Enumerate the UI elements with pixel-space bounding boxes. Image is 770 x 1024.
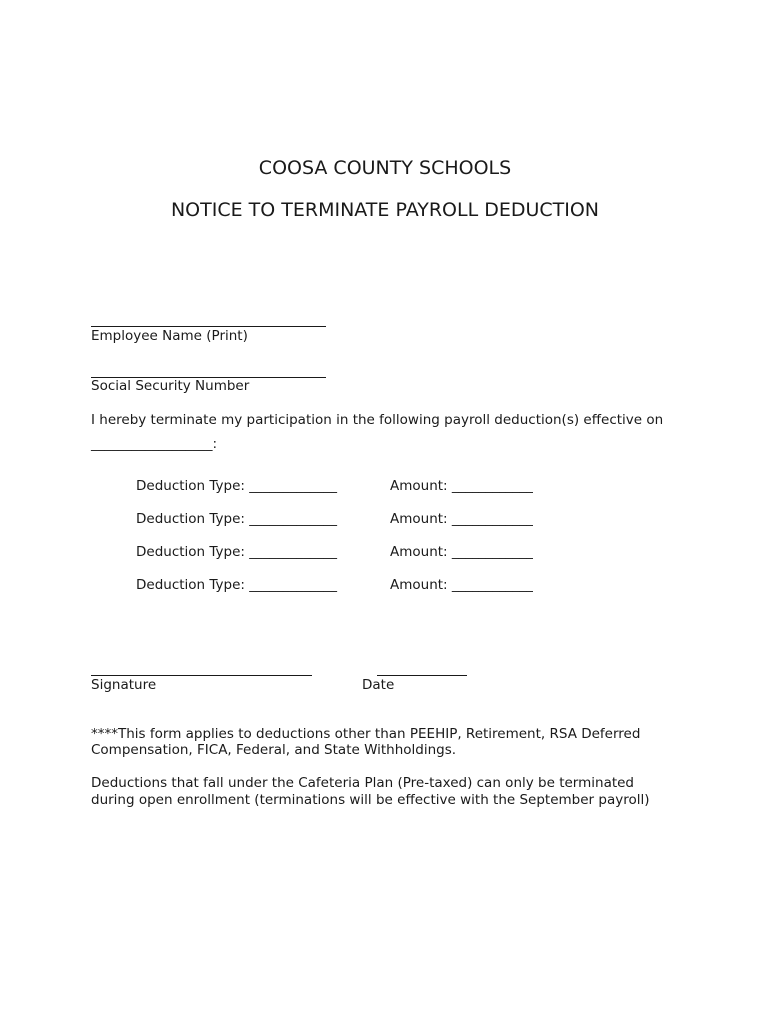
organization-title: COOSA COUNTY SCHOOLS xyxy=(258,157,512,179)
termination-statement: I hereby terminate my participation in the following payroll deduction(s) effective on xyxy=(91,412,664,428)
note-cafeteria-line1: Deductions that fall under the Cafeteria Plan (Pre-taxed) can only be terminated xyxy=(91,775,635,791)
effective-date-blank[interactable]: __________________: xyxy=(91,436,218,452)
deduction-type-4[interactable]: Deduction Type: _____________ xyxy=(136,577,337,593)
ssn-label: Social Security Number xyxy=(91,378,250,394)
date-line[interactable] xyxy=(377,675,467,676)
employee-name-line[interactable] xyxy=(91,326,326,327)
deduction-type-1[interactable]: Deduction Type: _____________ xyxy=(136,478,337,494)
signature-line[interactable] xyxy=(91,675,312,676)
note-exclusions-line1: ****This form applies to deductions other than PEEHIP, Retirement, RSA Deferred xyxy=(91,726,641,742)
note-cafeteria-line2: during open enrollment (terminations will be effective with the September payroll) xyxy=(91,792,650,808)
deduction-amount-4[interactable]: Amount: ____________ xyxy=(390,577,533,593)
deduction-type-2[interactable]: Deduction Type: _____________ xyxy=(136,511,337,527)
deduction-amount-1[interactable]: Amount: ____________ xyxy=(390,478,533,494)
deduction-amount-2[interactable]: Amount: ____________ xyxy=(390,511,533,527)
date-label: Date xyxy=(362,677,395,693)
employee-name-label: Employee Name (Print) xyxy=(91,328,248,344)
form-title: NOTICE TO TERMINATE PAYROLL DEDUCTION xyxy=(170,199,600,221)
note-exclusions-line2: Compensation, FICA, Federal, and State Withholdings. xyxy=(91,742,457,758)
signature-label: Signature xyxy=(91,677,157,693)
deduction-amount-3[interactable]: Amount: ____________ xyxy=(390,544,533,560)
deduction-type-3[interactable]: Deduction Type: _____________ xyxy=(136,544,337,560)
